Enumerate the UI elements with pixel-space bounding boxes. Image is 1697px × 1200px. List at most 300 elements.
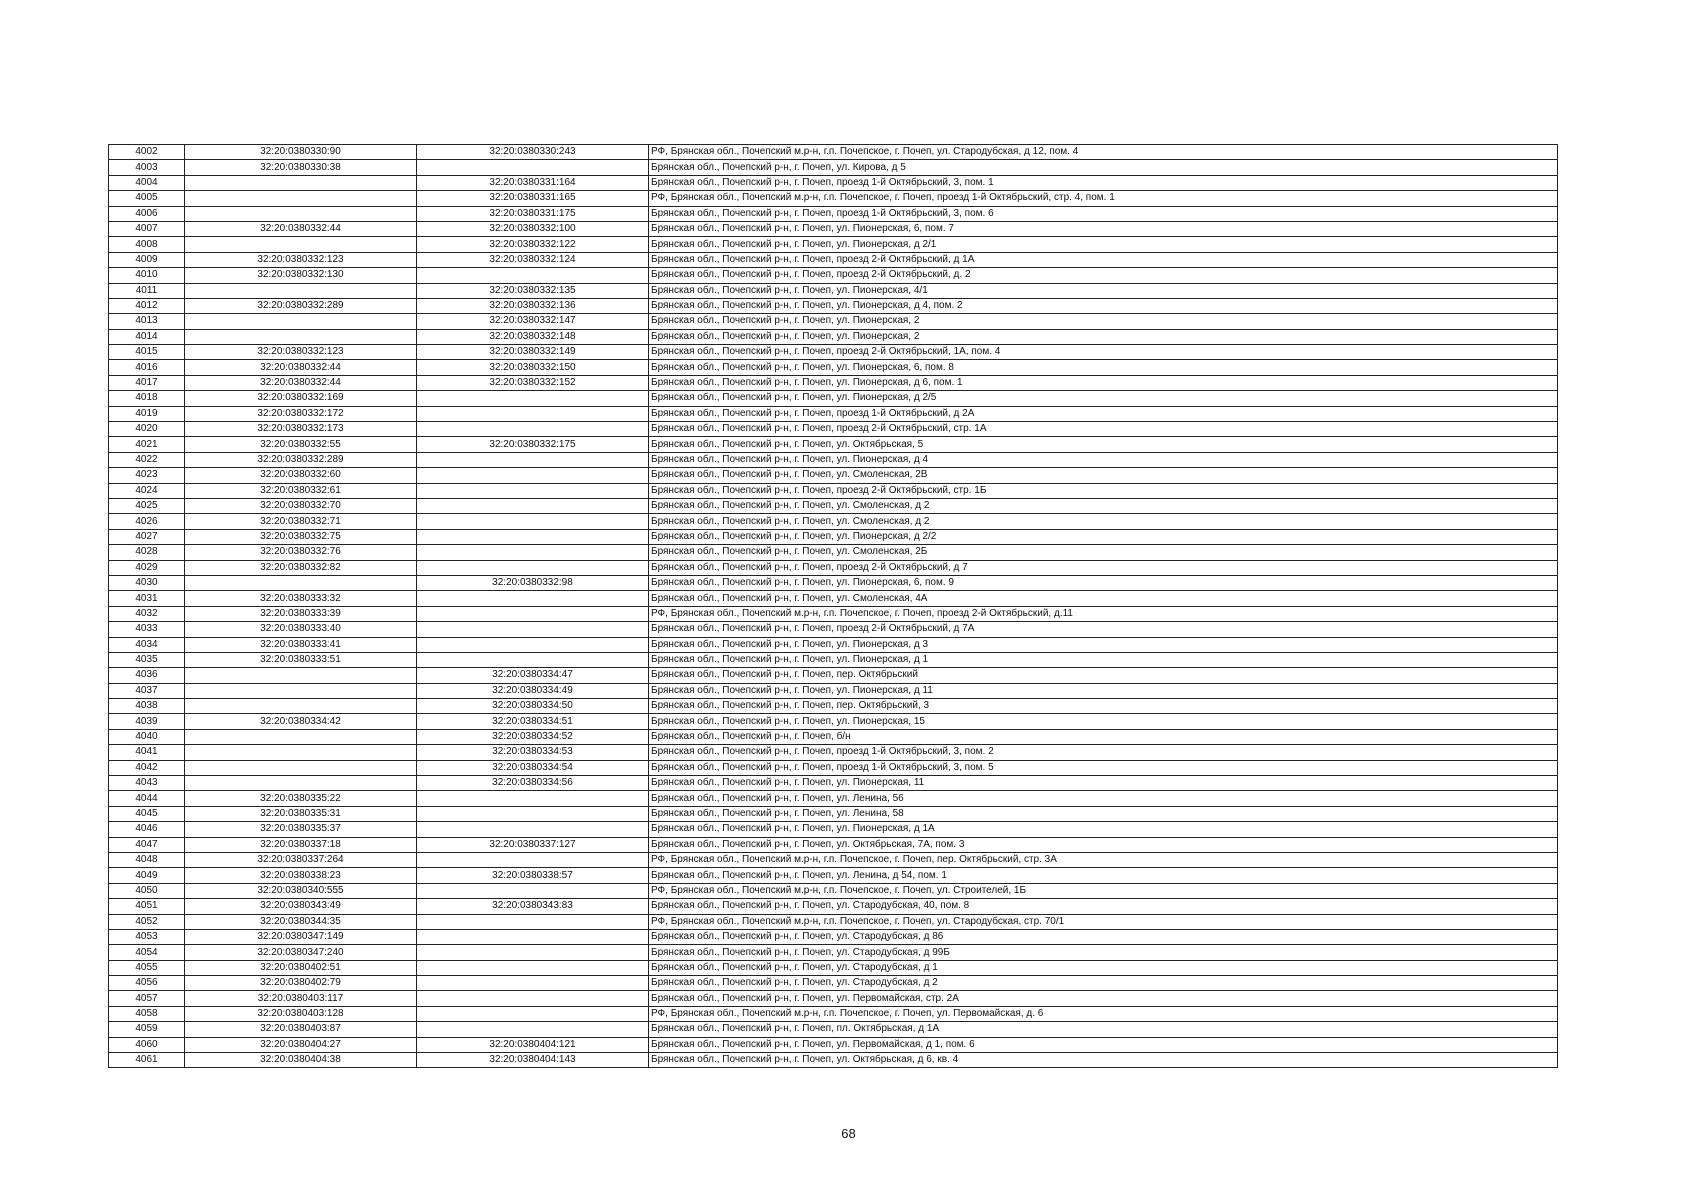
row-number-cell: 4038 (109, 699, 185, 714)
cadastral-number-building-cell: 32:20:0380338:57 (417, 868, 649, 883)
cadastral-number-land-cell: 32:20:0380333:51 (185, 652, 417, 667)
cadastral-number-land-cell: 32:20:0380333:41 (185, 637, 417, 652)
cadastral-number-land-cell: 32:20:0380332:289 (185, 298, 417, 313)
address-cell: Брянская обл., Почепский р-н, г. Почеп, ул. Ленина, 58 (649, 806, 1558, 821)
cadastral-number-land-cell (185, 729, 417, 744)
cadastral-number-land-cell: 32:20:0380347:149 (185, 929, 417, 944)
cadastral-number-land-cell: 32:20:0380337:264 (185, 852, 417, 867)
table-row (109, 745, 1558, 760)
cadastral-number-land-cell: 32:20:0380403:87 (185, 1022, 417, 1037)
address-cell: Брянская обл., Почепский р-н, г. Почеп, ул. Пионерская, д 1А (649, 822, 1558, 837)
address-cell: Брянская обл., Почепский р-н, г. Почеп, ул. Смоленская, 4А (649, 591, 1558, 606)
cadastral-number-land-cell: 32:20:0380335:22 (185, 791, 417, 806)
table-row (109, 791, 1558, 806)
table-row (109, 945, 1558, 960)
address-cell: Брянская обл., Почепский р-н, г. Почеп, ул. Смоленская, д 2 (649, 514, 1558, 529)
row-number-cell: 4052 (109, 914, 185, 929)
table-row (109, 1022, 1558, 1037)
address-cell: Брянская обл., Почепский р-н, г. Почеп, проезд 2-й Октябрьский, д. 2 (649, 268, 1558, 283)
table-row (109, 606, 1558, 621)
row-number-cell: 4053 (109, 929, 185, 944)
table-row (109, 852, 1558, 867)
table-row (109, 160, 1558, 175)
cadastral-number-building-cell: 32:20:0380404:143 (417, 1053, 649, 1068)
table-row (109, 729, 1558, 744)
cadastral-number-land-cell: 32:20:0380347:240 (185, 945, 417, 960)
cadastral-number-land-cell: 32:20:0380404:27 (185, 1037, 417, 1052)
address-cell: Брянская обл., Почепский р-н, г. Почеп, ул. Октябрьская, 7А, пом. 3 (649, 837, 1558, 852)
table-row (109, 252, 1558, 267)
cadastral-number-land-cell (185, 175, 417, 190)
cadastral-number-building-cell: 32:20:0380332:136 (417, 298, 649, 313)
row-number-cell: 4054 (109, 945, 185, 960)
cadastral-number-building-cell: 32:20:0380332:100 (417, 221, 649, 236)
table-row (109, 514, 1558, 529)
address-cell: РФ, Брянская обл., Почепский м.р-н, г.п. Почепское, г. Почеп, пер. Октябрьский, стр. 3А (649, 852, 1558, 867)
row-number-cell: 4020 (109, 422, 185, 437)
address-cell: Брянская обл., Почепский р-н, г. Почеп, проезд 2-й Октябрьский, 1А, пом. 4 (649, 345, 1558, 360)
table-row (109, 545, 1558, 560)
address-cell: Брянская обл., Почепский р-н, г. Почеп, ул. Ленина, 56 (649, 791, 1558, 806)
row-number-cell: 4040 (109, 729, 185, 744)
row-number-cell: 4019 (109, 406, 185, 421)
cadastral-number-land-cell (185, 237, 417, 252)
row-number-cell: 4029 (109, 560, 185, 575)
row-number-cell: 4006 (109, 206, 185, 221)
address-cell: Брянская обл., Почепский р-н, г. Почеп, проезд 2-й Октябрьский, д 7 (649, 560, 1558, 575)
cadastral-number-land-cell: 32:20:0380332:44 (185, 360, 417, 375)
row-number-cell: 4049 (109, 868, 185, 883)
cadastral-number-building-cell (417, 960, 649, 975)
cadastral-number-building-cell: 32:20:0380343:83 (417, 899, 649, 914)
address-cell: Брянская обл., Почепский р-н, г. Почеп, проезд 1-й Октябрьский, 3, пом. 1 (649, 175, 1558, 190)
cadastral-number-land-cell: 32:20:0380330:38 (185, 160, 417, 175)
address-cell: РФ, Брянская обл., Почепский м.р-н, г.п. Почепское, г. Почеп, ул. Стародубская, д 12, пом. 4 (649, 145, 1558, 160)
cadastral-number-building-cell (417, 791, 649, 806)
cadastral-number-land-cell: 32:20:0380332:44 (185, 221, 417, 236)
address-cell: Брянская обл., Почепский р-н, г. Почеп, ул. Пионерская, 4/1 (649, 283, 1558, 298)
address-cell: Брянская обл., Почепский р-н, г. Почеп, ул. Пионерская, 15 (649, 714, 1558, 729)
cadastral-number-building-cell (417, 545, 649, 560)
row-number-cell: 4045 (109, 806, 185, 821)
row-number-cell: 4018 (109, 391, 185, 406)
cadastral-number-land-cell (185, 575, 417, 590)
cadastral-number-building-cell (417, 468, 649, 483)
address-cell: Брянская обл., Почепский р-н, г. Почеп, ул. Пионерская, 11 (649, 776, 1558, 791)
cadastral-number-building-cell (417, 606, 649, 621)
table-row (109, 452, 1558, 467)
table-row (109, 360, 1558, 375)
table-row (109, 991, 1558, 1006)
row-number-cell: 4013 (109, 314, 185, 329)
row-number-cell: 4044 (109, 791, 185, 806)
cadastral-number-land-cell: 32:20:0380403:128 (185, 1006, 417, 1021)
cadastral-number-building-cell: 32:20:0380332:122 (417, 237, 649, 252)
table-row (109, 714, 1558, 729)
address-cell: Брянская обл., Почепский р-н, г. Почеп, ул. Стародубская, д 2 (649, 976, 1558, 991)
row-number-cell: 4025 (109, 498, 185, 513)
table-row (109, 776, 1558, 791)
cadastral-number-land-cell: 32:20:0380337:18 (185, 837, 417, 852)
cadastral-number-building-cell (417, 976, 649, 991)
table-row (109, 1037, 1558, 1052)
table-row (109, 345, 1558, 360)
cadastral-number-building-cell (417, 991, 649, 1006)
row-number-cell: 4047 (109, 837, 185, 852)
address-cell: Брянская обл., Почепский р-н, г. Почеп, ул. Пионерская, д 4 (649, 452, 1558, 467)
cadastral-number-building-cell: 32:20:0380330:243 (417, 145, 649, 160)
table-row (109, 191, 1558, 206)
cadastral-number-building-cell: 32:20:0380331:164 (417, 175, 649, 190)
cadastral-number-land-cell: 32:20:0380332:60 (185, 468, 417, 483)
cadastral-number-land-cell: 32:20:0380402:51 (185, 960, 417, 975)
cadastral-number-building-cell (417, 160, 649, 175)
address-cell: Брянская обл., Почепский р-н, г. Почеп, ул. Смоленская, 2Б (649, 545, 1558, 560)
cadastral-number-building-cell (417, 560, 649, 575)
cadastral-number-land-cell (185, 760, 417, 775)
cadastral-number-land-cell: 32:20:0380333:40 (185, 622, 417, 637)
row-number-cell: 4042 (109, 760, 185, 775)
table-row (109, 868, 1558, 883)
cadastral-number-land-cell: 32:20:0380332:289 (185, 452, 417, 467)
table-row (109, 976, 1558, 991)
row-number-cell: 4015 (109, 345, 185, 360)
table-row (109, 622, 1558, 637)
table-row (109, 437, 1558, 452)
table-row (109, 760, 1558, 775)
table-row (109, 1006, 1558, 1021)
row-number-cell: 4009 (109, 252, 185, 267)
cadastral-number-land-cell: 32:20:0380404:38 (185, 1053, 417, 1068)
cadastral-number-land-cell: 32:20:0380333:32 (185, 591, 417, 606)
row-number-cell: 4050 (109, 883, 185, 898)
address-cell: Брянская обл., Почепский р-н, г. Почеп, ул. Смоленская, д 2 (649, 498, 1558, 513)
address-cell: РФ, Брянская обл., Почепский м.р-н, г.п. Почепское, г. Почеп, проезд 1-й Октябрьский, стр. 4, пом. 1 (649, 191, 1558, 206)
cadastral-number-land-cell (185, 283, 417, 298)
row-number-cell: 4007 (109, 221, 185, 236)
cadastral-number-land-cell: 32:20:0380332:61 (185, 483, 417, 498)
address-cell: Брянская обл., Почепский р-н, г. Почеп, ул. Ленина, д 54, пом. 1 (649, 868, 1558, 883)
cadastral-number-land-cell (185, 745, 417, 760)
row-number-cell: 4027 (109, 529, 185, 544)
row-number-cell: 4022 (109, 452, 185, 467)
cadastral-number-building-cell: 32:20:0380334:51 (417, 714, 649, 729)
address-cell: Брянская обл., Почепский р-н, г. Почеп, ул. Октябрьская, 5 (649, 437, 1558, 452)
row-number-cell: 4048 (109, 852, 185, 867)
cadastral-number-land-cell: 32:20:0380332:44 (185, 375, 417, 390)
cadastral-number-land-cell: 32:20:0380343:49 (185, 899, 417, 914)
cadastral-number-land-cell: 32:20:0380403:117 (185, 991, 417, 1006)
table-row (109, 699, 1558, 714)
cadastral-number-land-cell: 32:20:0380332:172 (185, 406, 417, 421)
row-number-cell: 4028 (109, 545, 185, 560)
address-cell: Брянская обл., Почепский р-н, г. Почеп, ул. Стародубская, 40, пом. 8 (649, 899, 1558, 914)
table-row (109, 883, 1558, 898)
table-row (109, 314, 1558, 329)
cadastral-number-building-cell (417, 883, 649, 898)
cadastral-number-land-cell: 32:20:0380332:55 (185, 437, 417, 452)
cadastral-number-land-cell (185, 206, 417, 221)
table-row (109, 837, 1558, 852)
row-number-cell: 4046 (109, 822, 185, 837)
row-number-cell: 4030 (109, 575, 185, 590)
cadastral-number-building-cell: 32:20:0380334:52 (417, 729, 649, 744)
address-cell: Брянская обл., Почепский р-н, г. Почеп, ул. Пионерская, 2 (649, 329, 1558, 344)
address-cell: Брянская обл., Почепский р-н, г. Почеп, ул. Пионерская, 6, пом. 9 (649, 575, 1558, 590)
address-cell: Брянская обл., Почепский р-н, г. Почеп, ул. Пионерская, д 2/5 (649, 391, 1558, 406)
page-number: 68 (841, 1126, 856, 1141)
address-cell: Брянская обл., Почепский р-н, г. Почеп, пер. Октябрьский (649, 668, 1558, 683)
address-cell: Брянская обл., Почепский р-н, г. Почеп, ул. Первомайская, д 1, пом. 6 (649, 1037, 1558, 1052)
table-row (109, 237, 1558, 252)
address-cell: Брянская обл., Почепский р-н, г. Почеп, проезд 1-й Октябрьский, 3, пом. 2 (649, 745, 1558, 760)
cadastral-number-building-cell (417, 822, 649, 837)
table-row (109, 268, 1558, 283)
cadastral-number-building-cell: 32:20:0380332:98 (417, 575, 649, 590)
cadastral-number-land-cell (185, 683, 417, 698)
cadastral-number-land-cell: 32:20:0380340:555 (185, 883, 417, 898)
address-cell: Брянская обл., Почепский р-н, г. Почеп, ул. Пионерская, д 6, пом. 1 (649, 375, 1558, 390)
table-row (109, 175, 1558, 190)
cadastral-number-land-cell (185, 668, 417, 683)
address-cell: Брянская обл., Почепский р-н, г. Почеп, пл. Октябрьская, д 1А (649, 1022, 1558, 1037)
cadastral-number-land-cell: 32:20:0380332:75 (185, 529, 417, 544)
address-cell: Брянская обл., Почепский р-н, г. Почеп, ул. Пионерская, 6, пом. 7 (649, 221, 1558, 236)
row-number-cell: 4021 (109, 437, 185, 452)
row-number-cell: 4011 (109, 283, 185, 298)
cadastral-number-land-cell: 32:20:0380332:82 (185, 560, 417, 575)
cadastral-number-building-cell: 32:20:0380334:50 (417, 699, 649, 714)
table-row (109, 468, 1558, 483)
row-number-cell: 4041 (109, 745, 185, 760)
cadastral-number-land-cell: 32:20:0380335:31 (185, 806, 417, 821)
table-row (109, 529, 1558, 544)
cadastral-number-building-cell: 32:20:0380332:135 (417, 283, 649, 298)
cadastral-number-building-cell: 32:20:0380334:56 (417, 776, 649, 791)
cadastral-number-land-cell: 32:20:0380332:70 (185, 498, 417, 513)
address-cell: Брянская обл., Почепский р-н, г. Почеп, ул. Пионерская, д 2/2 (649, 529, 1558, 544)
address-cell: Брянская обл., Почепский р-н, г. Почеп, ул. Октябрьская, д 6, кв. 4 (649, 1053, 1558, 1068)
cadastral-number-land-cell: 32:20:0380333:39 (185, 606, 417, 621)
table-row (109, 283, 1558, 298)
row-number-cell: 4012 (109, 298, 185, 313)
cadastral-number-building-cell (417, 1022, 649, 1037)
table-row (109, 498, 1558, 513)
table-row (109, 899, 1558, 914)
table-row (109, 145, 1558, 160)
cadastral-number-land-cell (185, 314, 417, 329)
cadastral-number-building-cell: 32:20:0380332:147 (417, 314, 649, 329)
row-number-cell: 4033 (109, 622, 185, 637)
cadastral-number-land-cell: 32:20:0380330:90 (185, 145, 417, 160)
cadastral-number-land-cell: 32:20:0380402:79 (185, 976, 417, 991)
table-row (109, 206, 1558, 221)
address-cell: Брянская обл., Почепский р-н, г. Почеп, ул. Пионерская, д 4, пом. 2 (649, 298, 1558, 313)
cadastral-number-land-cell: 32:20:0380332:130 (185, 268, 417, 283)
cadastral-number-land-cell (185, 191, 417, 206)
table-row (109, 221, 1558, 236)
row-number-cell: 4010 (109, 268, 185, 283)
property-table (108, 144, 1558, 1068)
row-number-cell: 4058 (109, 1006, 185, 1021)
address-cell: РФ, Брянская обл., Почепский м.р-н, г.п. Почепское, г. Почеп, ул. Стародубская, стр. 70/1 (649, 914, 1558, 929)
address-cell: Брянская обл., Почепский р-н, г. Почеп, проезд 1-й Октябрьский, д 2А (649, 406, 1558, 421)
table-row (109, 652, 1558, 667)
address-cell: Брянская обл., Почепский р-н, г. Почеп, ул. Пионерская, 2 (649, 314, 1558, 329)
table-row (109, 391, 1558, 406)
cadastral-number-building-cell (417, 622, 649, 637)
table-row (109, 575, 1558, 590)
table-row (109, 560, 1558, 575)
row-number-cell: 4002 (109, 145, 185, 160)
cadastral-number-land-cell: 32:20:0380334:42 (185, 714, 417, 729)
table-row (109, 329, 1558, 344)
row-number-cell: 4023 (109, 468, 185, 483)
cadastral-number-building-cell (417, 268, 649, 283)
cadastral-number-building-cell: 32:20:0380334:49 (417, 683, 649, 698)
table-row (109, 375, 1558, 390)
row-number-cell: 4014 (109, 329, 185, 344)
address-cell: Брянская обл., Почепский р-н, г. Почеп, ул. Пионерская, 6, пом. 8 (649, 360, 1558, 375)
cadastral-number-building-cell (417, 406, 649, 421)
row-number-cell: 4017 (109, 375, 185, 390)
table-row (109, 929, 1558, 944)
address-cell: Брянская обл., Почепский р-н, г. Почеп, ул. Пионерская, д 11 (649, 683, 1558, 698)
cadastral-number-land-cell: 32:20:0380332:123 (185, 252, 417, 267)
address-cell: Брянская обл., Почепский р-н, г. Почеп, ул. Смоленская, 2В (649, 468, 1558, 483)
address-cell: Брянская обл., Почепский р-н, г. Почеп, ул. Стародубская, д 86 (649, 929, 1558, 944)
address-cell: Брянская обл., Почепский р-н, г. Почеп, ул. Пионерская, д 3 (649, 637, 1558, 652)
table-row (109, 806, 1558, 821)
row-number-cell: 4026 (109, 514, 185, 529)
row-number-cell: 4060 (109, 1037, 185, 1052)
row-number-cell: 4036 (109, 668, 185, 683)
table-row (109, 298, 1558, 313)
table-row (109, 591, 1558, 606)
cadastral-number-building-cell (417, 391, 649, 406)
row-number-cell: 4032 (109, 606, 185, 621)
row-number-cell: 4003 (109, 160, 185, 175)
row-number-cell: 4056 (109, 976, 185, 991)
address-cell: РФ, Брянская обл., Почепский м.р-н, г.п. Почепское, г. Почеп, проезд 2-й Октябрьский, д.11 (649, 606, 1558, 621)
table-row (109, 683, 1558, 698)
cadastral-number-land-cell (185, 699, 417, 714)
row-number-cell: 4059 (109, 1022, 185, 1037)
address-cell: Брянская обл., Почепский р-н, г. Почеп, ул. Кирова, д 5 (649, 160, 1558, 175)
row-number-cell: 4061 (109, 1053, 185, 1068)
address-cell: Брянская обл., Почепский р-н, г. Почеп, проезд 2-й Октябрьский, д 1А (649, 252, 1558, 267)
row-number-cell: 4005 (109, 191, 185, 206)
table-row (109, 914, 1558, 929)
row-number-cell: 4057 (109, 991, 185, 1006)
address-cell: РФ, Брянская обл., Почепский м.р-н, г.п. Почепское, г. Почеп, ул. Первомайская, д. 6 (649, 1006, 1558, 1021)
cadastral-number-building-cell (417, 1006, 649, 1021)
cadastral-number-building-cell: 32:20:0380332:124 (417, 252, 649, 267)
row-number-cell: 4037 (109, 683, 185, 698)
cadastral-number-building-cell (417, 945, 649, 960)
cadastral-number-building-cell (417, 422, 649, 437)
table-row (109, 406, 1558, 421)
cadastral-number-building-cell: 32:20:0380331:165 (417, 191, 649, 206)
cadastral-number-building-cell (417, 514, 649, 529)
address-cell: Брянская обл., Почепский р-н, г. Почеп, ул. Пионерская, д 1 (649, 652, 1558, 667)
cadastral-number-building-cell (417, 498, 649, 513)
cadastral-number-building-cell (417, 529, 649, 544)
address-cell: Брянская обл., Почепский р-н, г. Почеп, проезд 1-й Октябрьский, 3, пом. 6 (649, 206, 1558, 221)
cadastral-number-land-cell: 32:20:0380332:173 (185, 422, 417, 437)
table-row (109, 483, 1558, 498)
address-cell: Брянская обл., Почепский р-н, г. Почеп, проезд 2-й Октябрьский, д 7А (649, 622, 1558, 637)
row-number-cell: 4031 (109, 591, 185, 606)
cadastral-number-building-cell (417, 914, 649, 929)
address-cell: Брянская обл., Почепский р-н, г. Почеп, б/н (649, 729, 1558, 744)
table-row (109, 1053, 1558, 1068)
cadastral-number-building-cell: 32:20:0380331:175 (417, 206, 649, 221)
cadastral-number-building-cell (417, 483, 649, 498)
cadastral-number-land-cell: 32:20:0380344:35 (185, 914, 417, 929)
cadastral-number-building-cell: 32:20:0380332:150 (417, 360, 649, 375)
cadastral-number-land-cell: 32:20:0380335:37 (185, 822, 417, 837)
address-cell: Брянская обл., Почепский р-н, г. Почеп, ул. Стародубская, д 1 (649, 960, 1558, 975)
address-cell: Брянская обл., Почепский р-н, г. Почеп, ул. Пионерская, д 2/1 (649, 237, 1558, 252)
cadastral-number-building-cell: 32:20:0380332:152 (417, 375, 649, 390)
row-number-cell: 4051 (109, 899, 185, 914)
address-cell: Брянская обл., Почепский р-н, г. Почеп, ул. Первомайская, стр. 2А (649, 991, 1558, 1006)
row-number-cell: 4039 (109, 714, 185, 729)
cadastral-number-land-cell: 32:20:0380332:71 (185, 514, 417, 529)
cadastral-number-building-cell: 32:20:0380334:54 (417, 760, 649, 775)
row-number-cell: 4016 (109, 360, 185, 375)
cadastral-number-building-cell: 32:20:0380404:121 (417, 1037, 649, 1052)
row-number-cell: 4034 (109, 637, 185, 652)
cadastral-number-building-cell (417, 806, 649, 821)
cadastral-number-building-cell (417, 452, 649, 467)
cadastral-number-building-cell (417, 852, 649, 867)
address-cell: Брянская обл., Почепский р-н, г. Почеп, проезд 1-й Октябрьский, 3, пом. 5 (649, 760, 1558, 775)
cadastral-number-land-cell: 32:20:0380332:123 (185, 345, 417, 360)
cadastral-number-building-cell: 32:20:0380334:53 (417, 745, 649, 760)
cadastral-number-land-cell: 32:20:0380332:169 (185, 391, 417, 406)
table-row (109, 668, 1558, 683)
row-number-cell: 4055 (109, 960, 185, 975)
cadastral-number-building-cell: 32:20:0380332:148 (417, 329, 649, 344)
table-body (109, 145, 1558, 1068)
cadastral-number-building-cell (417, 929, 649, 944)
cadastral-number-land-cell (185, 776, 417, 791)
cadastral-number-building-cell: 32:20:0380332:149 (417, 345, 649, 360)
row-number-cell: 4008 (109, 237, 185, 252)
table-row (109, 422, 1558, 437)
address-cell: Брянская обл., Почепский р-н, г. Почеп, пер. Октябрьский, 3 (649, 699, 1558, 714)
row-number-cell: 4035 (109, 652, 185, 667)
cadastral-number-building-cell (417, 637, 649, 652)
cadastral-number-land-cell: 32:20:0380338:23 (185, 868, 417, 883)
row-number-cell: 4004 (109, 175, 185, 190)
table-row (109, 822, 1558, 837)
cadastral-number-building-cell: 32:20:0380337:127 (417, 837, 649, 852)
address-cell: Брянская обл., Почепский р-н, г. Почеп, ул. Стародубская, д 99Б (649, 945, 1558, 960)
cadastral-number-land-cell (185, 329, 417, 344)
table-row (109, 960, 1558, 975)
cadastral-number-land-cell: 32:20:0380332:76 (185, 545, 417, 560)
address-cell: РФ, Брянская обл., Почепский м.р-н, г.п. Почепское, г. Почеп, ул. Строителей, 1Б (649, 883, 1558, 898)
row-number-cell: 4024 (109, 483, 185, 498)
address-cell: Брянская обл., Почепский р-н, г. Почеп, проезд 2-й Октябрьский, стр. 1А (649, 422, 1558, 437)
cadastral-number-building-cell: 32:20:0380332:175 (417, 437, 649, 452)
cadastral-number-building-cell: 32:20:0380334:47 (417, 668, 649, 683)
cadastral-number-building-cell (417, 591, 649, 606)
row-number-cell: 4043 (109, 776, 185, 791)
